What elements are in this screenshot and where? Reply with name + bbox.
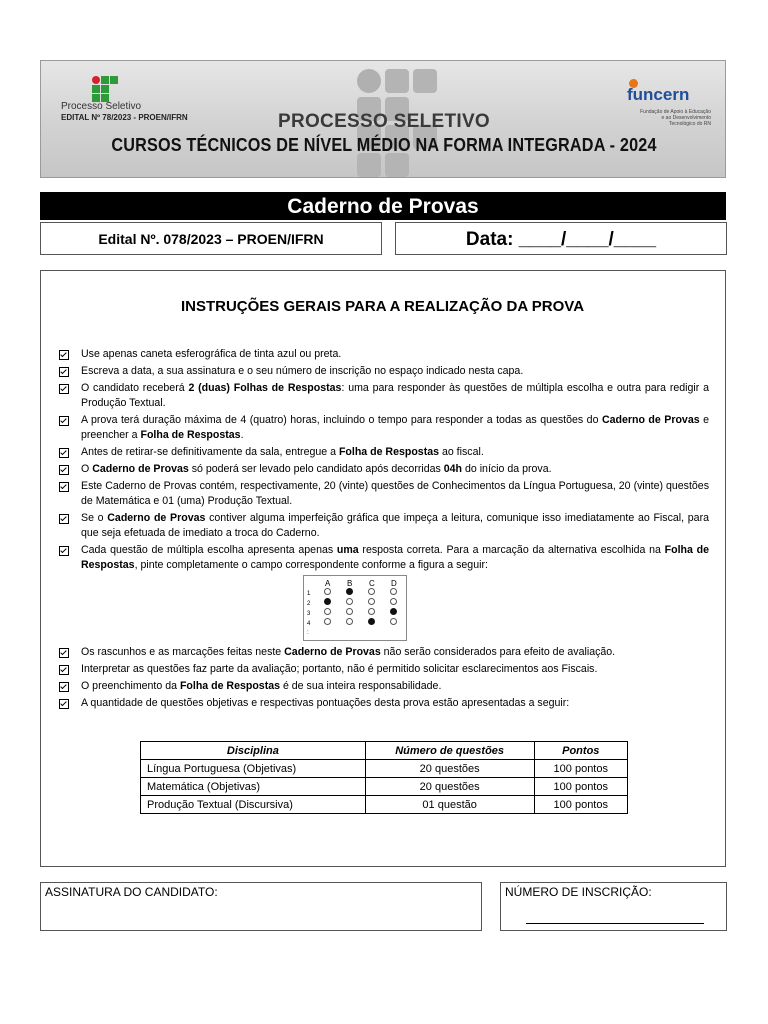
table-cell: Língua Portuguesa (Objetivas) [141, 760, 366, 778]
figure-row-label: 3 [307, 611, 311, 617]
banner-subtitle: CURSOS TÉCNICOS DE NÍVEL MÉDIO NA FORMA INTEGRADA - 2024 [111, 135, 657, 155]
checkbox-checked-icon [59, 546, 69, 556]
instruction-item [59, 543, 709, 573]
checkbox-checked-icon [59, 465, 69, 475]
instruction-text: Este Caderno de Provas contém, respectivamente, 20 (vinte) questões de Conhecimentos da Língua Portuguesa, 20 (vinte) questões de Matemática e 01 (uma) Produção Textual. [81, 480, 709, 507]
edital-box [40, 222, 382, 255]
instruction-text: . [240, 429, 244, 441]
bubble-empty [324, 588, 331, 595]
inscricao-line [526, 923, 704, 924]
table-header: Pontos [534, 742, 627, 760]
checkbox-checked-icon [59, 665, 69, 675]
instruction-text: é de sua inteira responsabilidade. [280, 680, 442, 692]
instruction-text: só poderá ser levado pelo candidato após decorridas [188, 463, 444, 475]
instruction-text: Folha de Respostas [140, 429, 241, 441]
instruction-item [59, 347, 709, 362]
answer-figure-item [59, 575, 709, 641]
instruction-text: Antes de retirar-se definitivamente da sala, entregue a [81, 446, 339, 458]
instruction-item [59, 413, 709, 443]
checkbox-checked-icon [59, 482, 69, 492]
bubble-filled [390, 608, 397, 615]
instruction-text: , pinte completamente o campo correspondente conforme a figura a seguir: [134, 559, 488, 571]
instruction-text: : uma para responder às questões de múltipla escolha e outra para redigir a Produção Textual. [81, 382, 709, 409]
checkbox-checked-icon [59, 514, 69, 524]
figure-row-label: 1 [307, 591, 311, 597]
table-row [141, 778, 628, 796]
figure-continuation: : [307, 630, 309, 636]
figure-column-label: D [391, 579, 397, 588]
ps-edital-label: EDITAL Nº 78/2023 - PROEN/IFRN [61, 113, 188, 122]
bubble-empty [390, 598, 397, 605]
table-cell: Produção Textual (Discursiva) [141, 796, 366, 814]
figure-column-label: A [325, 579, 331, 588]
instruction-text: Caderno de Provas [284, 646, 381, 658]
checkbox-checked-icon [59, 648, 69, 658]
table-row [141, 760, 628, 778]
header-banner [40, 60, 726, 178]
instruction-text: Caderno de Provas [601, 414, 700, 426]
instruction-text: Folha de Respostas [81, 544, 709, 571]
instruction-item [59, 645, 709, 660]
table-header: Número de questões [365, 742, 534, 760]
bubble-empty [324, 618, 331, 625]
instruction-text: Escreva a data, a sua assinatura e o seu número de inscrição no espaço indicado nesta capa. [81, 365, 524, 377]
instruction-text: Cada questão de múltipla escolha apresenta apenas [81, 544, 337, 556]
bubble-empty [346, 598, 353, 605]
table-header: Disciplina [141, 742, 366, 760]
instruction-text: não serão considerados para efeito de avaliação. [380, 646, 616, 658]
checkbox-checked-icon [59, 699, 69, 709]
instruction-text: 04h [443, 463, 463, 475]
instruction-text: do início da prova. [462, 463, 552, 475]
instruction-text: O preenchimento da [81, 680, 180, 692]
bubble-empty [368, 598, 375, 605]
funcern-description: Fundação de Apoio à Educação e ao Desenvolvimento Tecnológico do RN [640, 109, 711, 127]
instruction-text: O candidato receberá [81, 382, 189, 394]
bubble-empty [368, 588, 375, 595]
instructions-title: INSTRUÇÕES GERAIS PARA A REALIZAÇÃO DA PROVA [180, 298, 585, 315]
instruction-text: ao fiscal. [439, 446, 484, 458]
bubble-empty [346, 618, 353, 625]
table-cell: 01 questão [365, 796, 534, 814]
instruction-text: A quantidade de questões objetivas e respectivas pontuações desta prova estão apresentadas a seguir: [81, 697, 570, 709]
instruction-text: Caderno de Provas [92, 463, 189, 475]
instruction-text: O [81, 463, 93, 475]
instruction-text: 2 (duas) Folhas de Respostas [188, 382, 342, 394]
instruction-text: e preencher a [81, 414, 709, 441]
instruction-text: Interpretar as questões faz parte da avaliação; portanto, não é permitido solicitar esclarecimentos aos Fiscais. [81, 663, 598, 675]
checkbox-checked-icon [59, 350, 69, 360]
bubble-empty [390, 588, 397, 595]
date-label: Data: ____/____/____ [465, 229, 657, 250]
instruction-item [59, 479, 709, 509]
figure-row-label: 4 [307, 621, 311, 627]
funcern-logo-icon [619, 79, 711, 139]
instruction-text: contiver alguma imperfeição gráfica que impeça a leitura, comunique isso imediatamente ao Fiscal, para que seja efetuada de imediato a troca do Caderno. [81, 512, 709, 539]
instruction-item [59, 381, 709, 411]
checkbox-checked-icon [59, 416, 69, 426]
figure-row-label: 2 [307, 601, 311, 607]
bubble-filled [346, 588, 353, 595]
instruction-item [59, 662, 709, 677]
date-box [395, 222, 727, 255]
signature-label: ASSINATURA DO CANDIDATO: [45, 885, 218, 899]
edital-label: Edital Nº. 078/2023 – PROEN/IFRN [98, 231, 324, 247]
instructions-list [59, 347, 709, 713]
questions-table [140, 741, 628, 814]
instruction-text: uma [336, 544, 359, 556]
instructions-box [40, 270, 726, 867]
instruction-text: Use apenas caneta esferográfica de tinta azul ou preta. [81, 348, 342, 360]
instruction-item [59, 679, 709, 694]
funcern-name: funcern [627, 85, 690, 104]
table-cell: Matemática (Objetivas) [141, 778, 366, 796]
table-cell: 100 pontos [534, 778, 627, 796]
bubble-empty [346, 608, 353, 615]
processo-seletivo-label: Processo Seletivo [61, 101, 142, 112]
answer-sheet-figure [303, 575, 407, 641]
instruction-item [59, 511, 709, 541]
checkbox-checked-icon [59, 448, 69, 458]
inscricao-label: NÚMERO DE INSCRIÇÃO: [505, 885, 652, 899]
instruction-text: Os rascunhos e as marcações feitas neste [81, 646, 285, 658]
bubble-empty [390, 618, 397, 625]
table-cell: 100 pontos [534, 796, 627, 814]
banner-title: PROCESSO SELETIVO [277, 111, 491, 132]
bubble-empty [324, 608, 331, 615]
signature-box [40, 882, 482, 931]
instruction-item [59, 364, 709, 379]
figure-column-label: C [369, 579, 375, 588]
instruction-item [59, 445, 709, 460]
instruction-text: resposta correta. Para a marcação da alternativa escolhida na [358, 544, 665, 556]
table-cell: 100 pontos [534, 760, 627, 778]
instruction-text: Caderno de Provas [107, 512, 206, 524]
instruction-item [59, 696, 709, 711]
table-cell: 20 questões [365, 778, 534, 796]
bubble-filled [368, 618, 375, 625]
instruction-text: Se o [81, 512, 108, 524]
figure-column-label: B [347, 579, 353, 588]
bubble-empty [368, 608, 375, 615]
instruction-text: A prova terá duração máxima de 4 (quatro) horas, incluindo o tempo para responder a todas as questões do [81, 414, 602, 426]
checkbox-checked-icon [59, 682, 69, 692]
table-cell: 20 questões [365, 760, 534, 778]
bubble-filled [324, 598, 331, 605]
instruction-text: Folha de Respostas [338, 446, 440, 458]
instruction-item [59, 462, 709, 477]
page-title: Caderno de Provas [40, 192, 726, 220]
table-row [141, 796, 628, 814]
checkbox-checked-icon [59, 384, 69, 394]
checkbox-checked-icon [59, 367, 69, 377]
inscricao-box [500, 882, 727, 931]
instruction-text: Folha de Respostas [179, 680, 281, 692]
